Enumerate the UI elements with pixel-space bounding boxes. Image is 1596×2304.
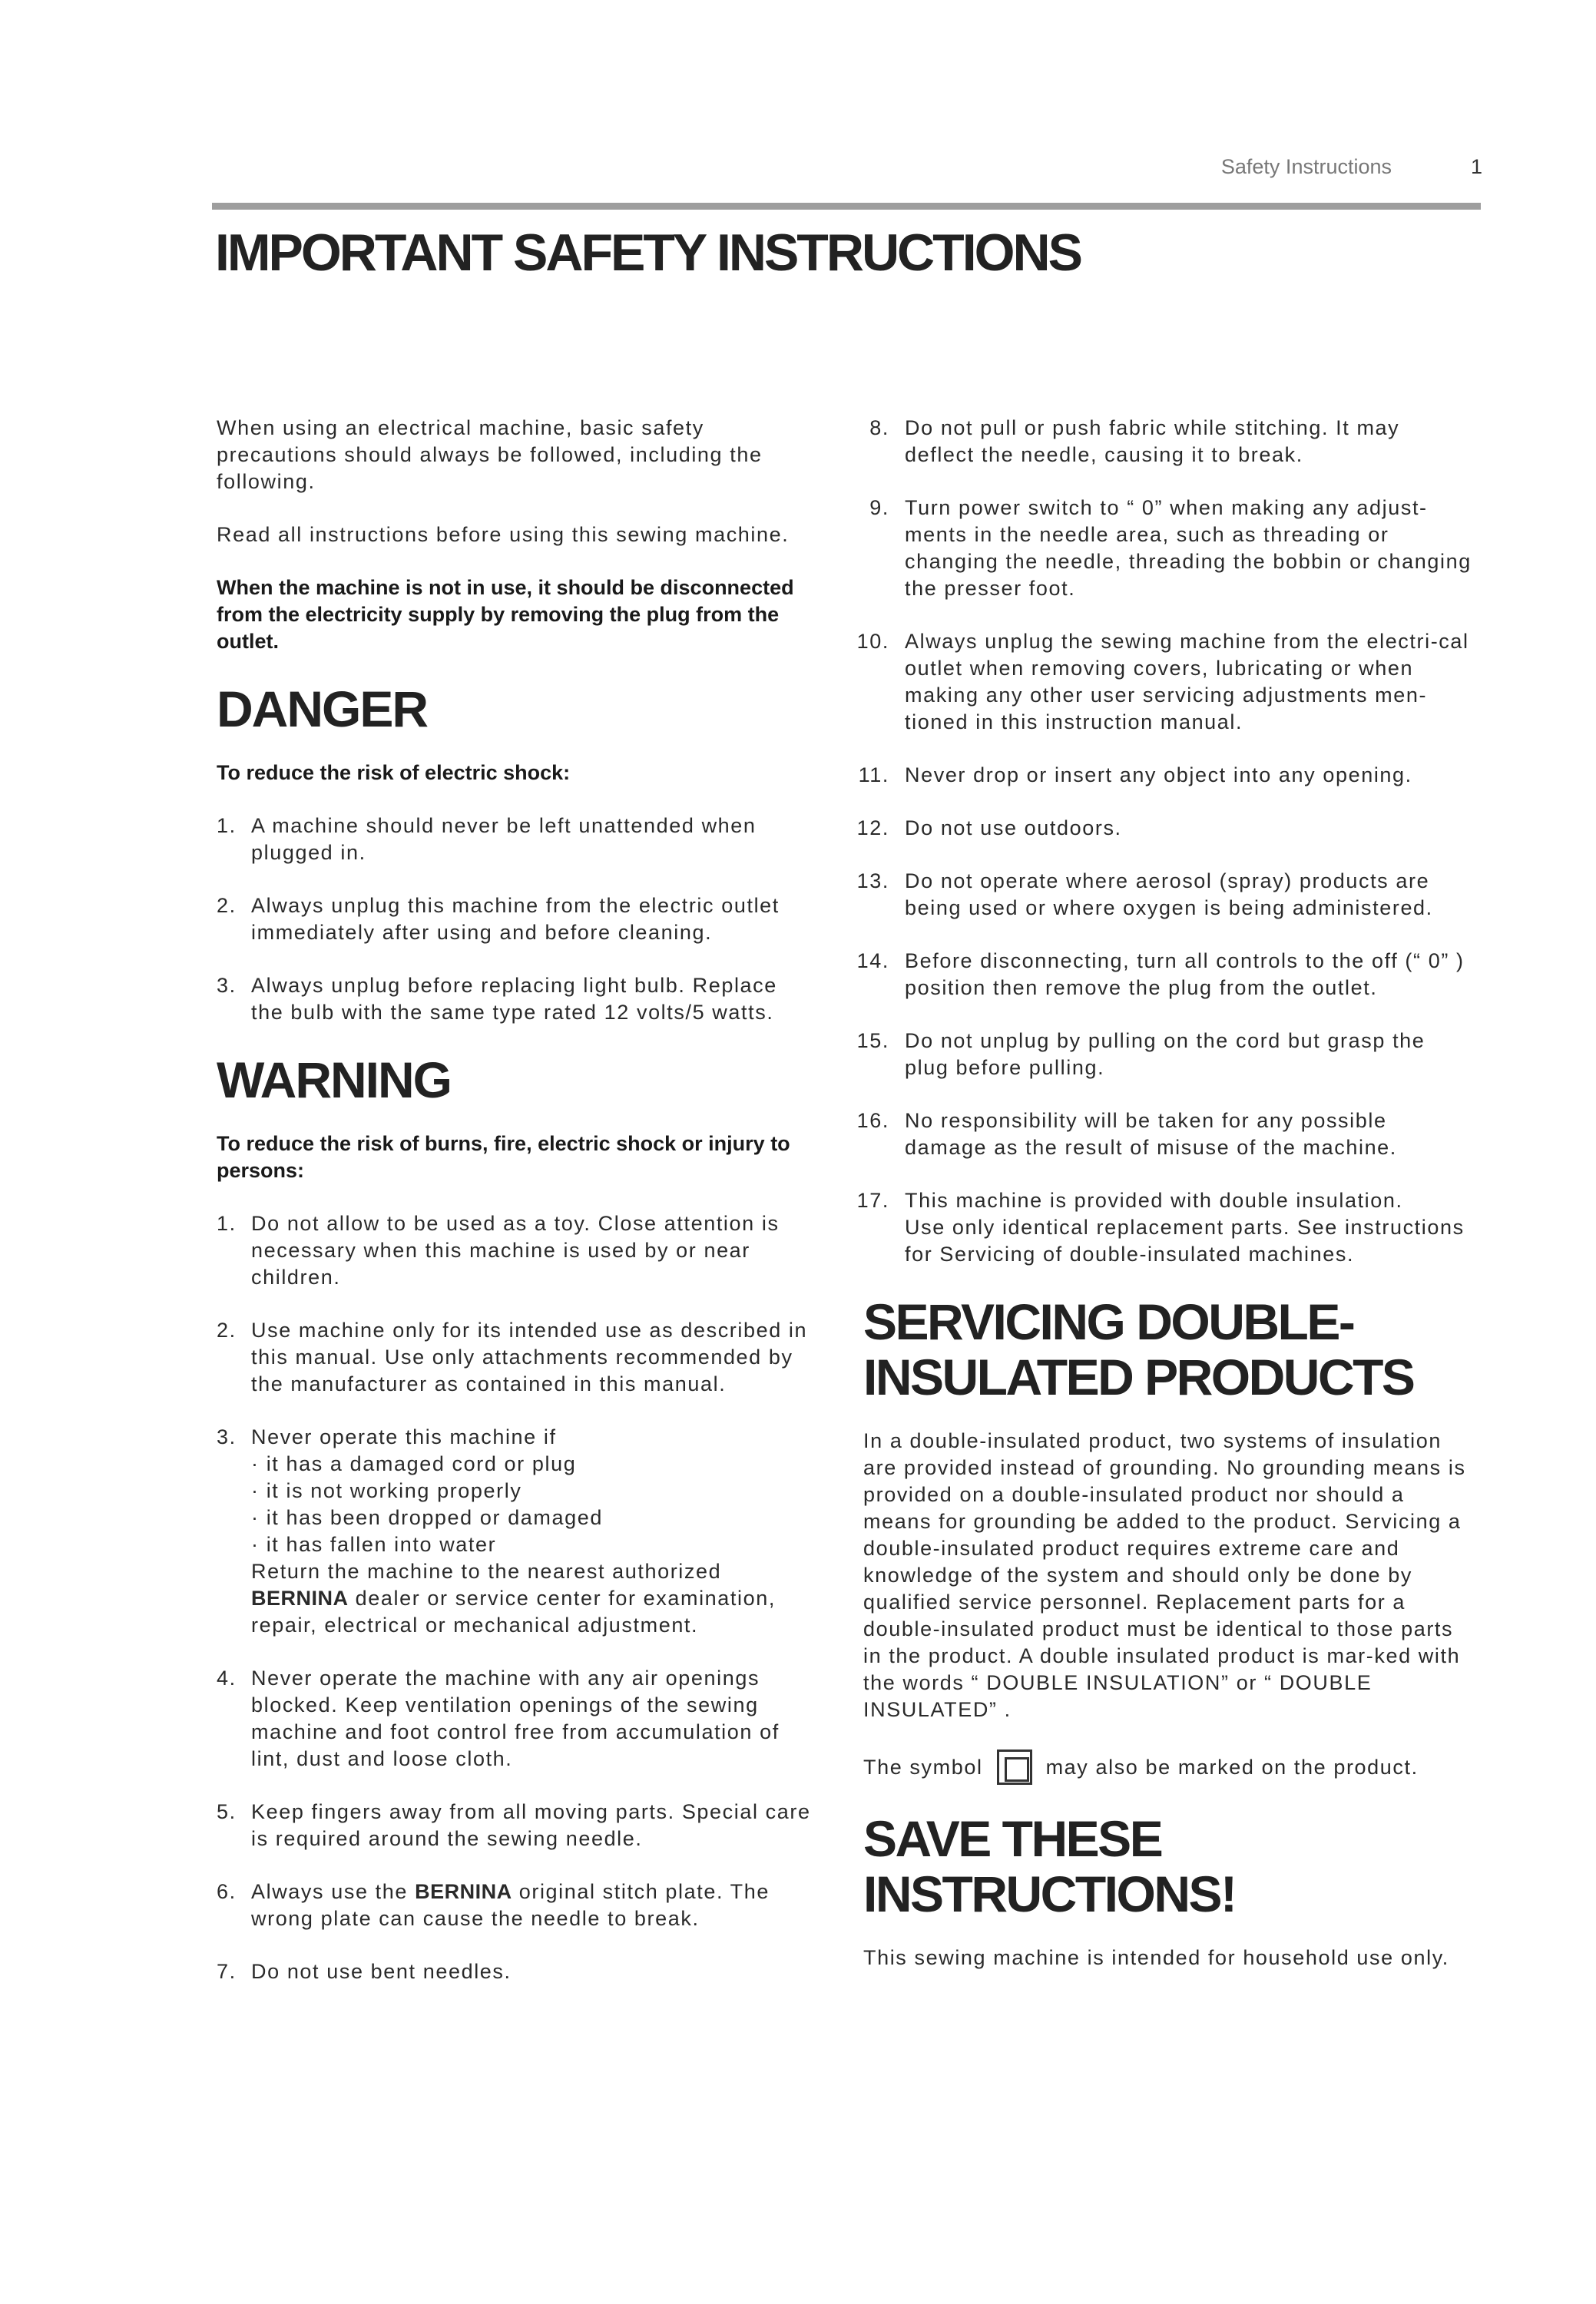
item-text: Do not operate where aerosol (spray) products are being used or where oxygen is being administered. <box>905 869 1433 919</box>
item-number: 9. <box>869 496 889 519</box>
item-number: 11. <box>858 763 889 786</box>
warning-subheading: To reduce the risk of burns, fire, electric shock or injury to persons: <box>217 1132 790 1182</box>
servicing-heading <box>863 1294 1485 1405</box>
item-number: 13. <box>856 869 889 892</box>
item-number: 10. <box>856 630 889 653</box>
header-rule <box>212 203 1481 210</box>
item-number: 16. <box>856 1109 889 1132</box>
disconnect-notice: When the machine is not in use, it should be disconnected from the electricity supply by removing the plug from the outlet. <box>217 576 794 653</box>
list-item <box>856 1028 1470 1081</box>
list-item <box>856 815 1485 842</box>
danger-subheading: To reduce the risk of electric shock: <box>217 761 571 784</box>
item-number: 6. <box>217 1880 237 1903</box>
list-item <box>217 1317 823 1398</box>
servicing-heading-line1: SERVICING DOUBLE- <box>863 1293 1354 1350</box>
item-number: 1. <box>217 814 237 837</box>
warning-heading: WARNING <box>217 1051 451 1108</box>
item-number: 15. <box>856 1029 889 1052</box>
save-heading-line1: SAVE THESE <box>863 1810 1162 1867</box>
brand-name: BERNINA <box>251 1587 349 1610</box>
item-number: 1. <box>217 1212 237 1235</box>
item-text: Never operate the machine with any air openings blocked. Keep ventilation openings of the sewing machine and foot control free from accumulation of lint, dust and loose cloth. <box>251 1667 780 1770</box>
item-number: 14. <box>856 949 889 972</box>
symbol-text-post: may also be marked on the product. <box>1045 1755 1419 1779</box>
item-number: 17. <box>856 1189 889 1212</box>
return-text: Return the machine to the nearest authorized <box>251 1560 722 1583</box>
item-number: 2. <box>217 1319 237 1342</box>
household-use-note: This sewing machine is intended for household use only. <box>863 1946 1449 1969</box>
list-item <box>856 628 1485 736</box>
symbol-text-pre: The symbol <box>863 1755 983 1779</box>
save-heading <box>863 1811 1485 1922</box>
list-item <box>217 1424 823 1639</box>
header-section-title: Safety Instructions <box>1220 155 1392 178</box>
double-square-icon <box>997 1750 1032 1785</box>
item-number: 3. <box>217 974 237 997</box>
item-lead: Never operate this machine if <box>251 1425 557 1448</box>
list-item <box>217 1958 831 1985</box>
item-number: 8. <box>869 416 889 439</box>
page-number: 1 <box>1470 155 1482 178</box>
item-text: Turn power switch to “ 0” when making any adjust-ments in the needle area, such as threading or changing the needle, threading the bobbin or changing the presser foot. <box>905 496 1472 600</box>
list-item <box>856 868 1470 922</box>
servicing-heading-line2: INSULATED PRODUCTS <box>863 1349 1414 1405</box>
item-text: A machine should never be left unattended when plugged in. <box>251 814 757 864</box>
item-number: 3. <box>217 1425 237 1448</box>
item-text: Do not pull or push fabric while stitching. It may deflect the needle, causing it to break. <box>905 416 1400 466</box>
warning-list <box>217 1210 831 1985</box>
condition-bullet: · it has a damaged cord or plug <box>251 1452 577 1475</box>
item-text: Always unplug the sewing machine from the electri-cal outlet when removing covers, lubricating or when making any other user servicing adjustments men-tioned in this instruction manual. <box>905 630 1469 733</box>
item-text-post: original stitch plate. The wrong plate can cause the needle to break. <box>251 1880 770 1930</box>
item-text-line2: Use only identical replacement parts. See instructions for Servicing of double-insulated machines. <box>905 1216 1465 1266</box>
list-item <box>217 1879 816 1932</box>
condition-bullet: · it has been dropped or damaged <box>251 1506 603 1529</box>
left-column <box>217 415 831 2011</box>
list-item <box>217 813 800 866</box>
list-item <box>856 1187 1493 1268</box>
save-heading-line2: INSTRUCTIONS! <box>863 1865 1236 1922</box>
return-rest: dealer or service center for examination, repair, electrical or mechanical adjustment. <box>251 1587 776 1637</box>
item-number: 4. <box>217 1667 237 1690</box>
item-text: Do not allow to be used as a toy. Close attention is necessary when this machine is used by or near children. <box>251 1212 780 1289</box>
servicing-paragraph: In a double-insulated product, two systems of insulation are provided instead of grounding. No grounding means is provided on a double-insulated product nor should a means for grounding be added to the product. Servicing a double-insulated product requires extreme care and knowledge of the system and should only be done by qualified service personnel. Replacement parts for a double-insulated product must be identical to those parts in the product. A double insulated product is mar-ked with the words “ DOUBLE INSULATION” or “ DOUBLE INSULATED” . <box>863 1429 1466 1721</box>
item-text: Keep fingers away from all moving parts. Special care is required around the sewing needle. <box>251 1800 811 1850</box>
item-number: 7. <box>217 1960 237 1983</box>
list-item <box>863 495 1478 602</box>
item-text: Always unplug this machine from the electric outlet immediately after using and before cleaning. <box>251 894 780 944</box>
symbol-line <box>863 1750 1485 1785</box>
page-title: IMPORTANT SAFETY INSTRUCTIONS <box>215 223 1081 282</box>
list-item <box>217 1210 785 1291</box>
danger-list <box>217 813 831 1026</box>
list-item <box>863 415 1455 468</box>
condition-bullet: · it has fallen into water <box>251 1533 497 1556</box>
item-text-pre: Always use the <box>251 1880 408 1903</box>
item-text: Do not unplug by pulling on the cord but grasp the plug before pulling. <box>905 1029 1425 1079</box>
condition-bullet: · it is not working properly <box>251 1479 522 1502</box>
item-text: No responsibility will be taken for any possible damage as the result of misuse of the machine. <box>905 1109 1397 1159</box>
item-number: 2. <box>217 894 237 917</box>
warning-list-continued <box>856 415 1485 1268</box>
item-text: Always unplug before replacing light bulb. Replace the bulb with the same type rated 12 volts/5 watts. <box>251 974 777 1024</box>
item-text: Use machine only for its intended use as described in this manual. Use only attachments recommended by the manufacturer as contained in this manual. <box>251 1319 808 1395</box>
right-column <box>856 415 1485 1998</box>
item-text: Never drop or insert any object into any opening. <box>905 763 1412 786</box>
item-number: 12. <box>856 816 889 839</box>
item-text: Before disconnecting, turn all controls to the off (“ 0” ) position then remove the plug from the outlet. <box>905 949 1465 999</box>
list-item <box>217 972 816 1026</box>
danger-heading: DANGER <box>217 680 428 737</box>
intro-paragraph: When using an electrical machine, basic safety precautions should always be followed, including the following. <box>217 416 763 493</box>
read-all-paragraph: Read all instructions before using this sewing machine. <box>217 523 790 546</box>
brand-name: BERNINA <box>415 1880 512 1903</box>
list-item <box>217 1665 800 1773</box>
list-item <box>856 1107 1447 1161</box>
list-item <box>217 892 816 946</box>
item-text: Do not use bent needles. <box>251 1960 512 1983</box>
item-number: 5. <box>217 1800 237 1823</box>
list-item <box>858 762 1485 789</box>
item-text: Do not use outdoors. <box>905 816 1122 839</box>
item-text-line1: This machine is provided with double insulation. <box>905 1189 1403 1212</box>
list-item <box>217 1799 831 1852</box>
list-item <box>856 948 1485 1001</box>
